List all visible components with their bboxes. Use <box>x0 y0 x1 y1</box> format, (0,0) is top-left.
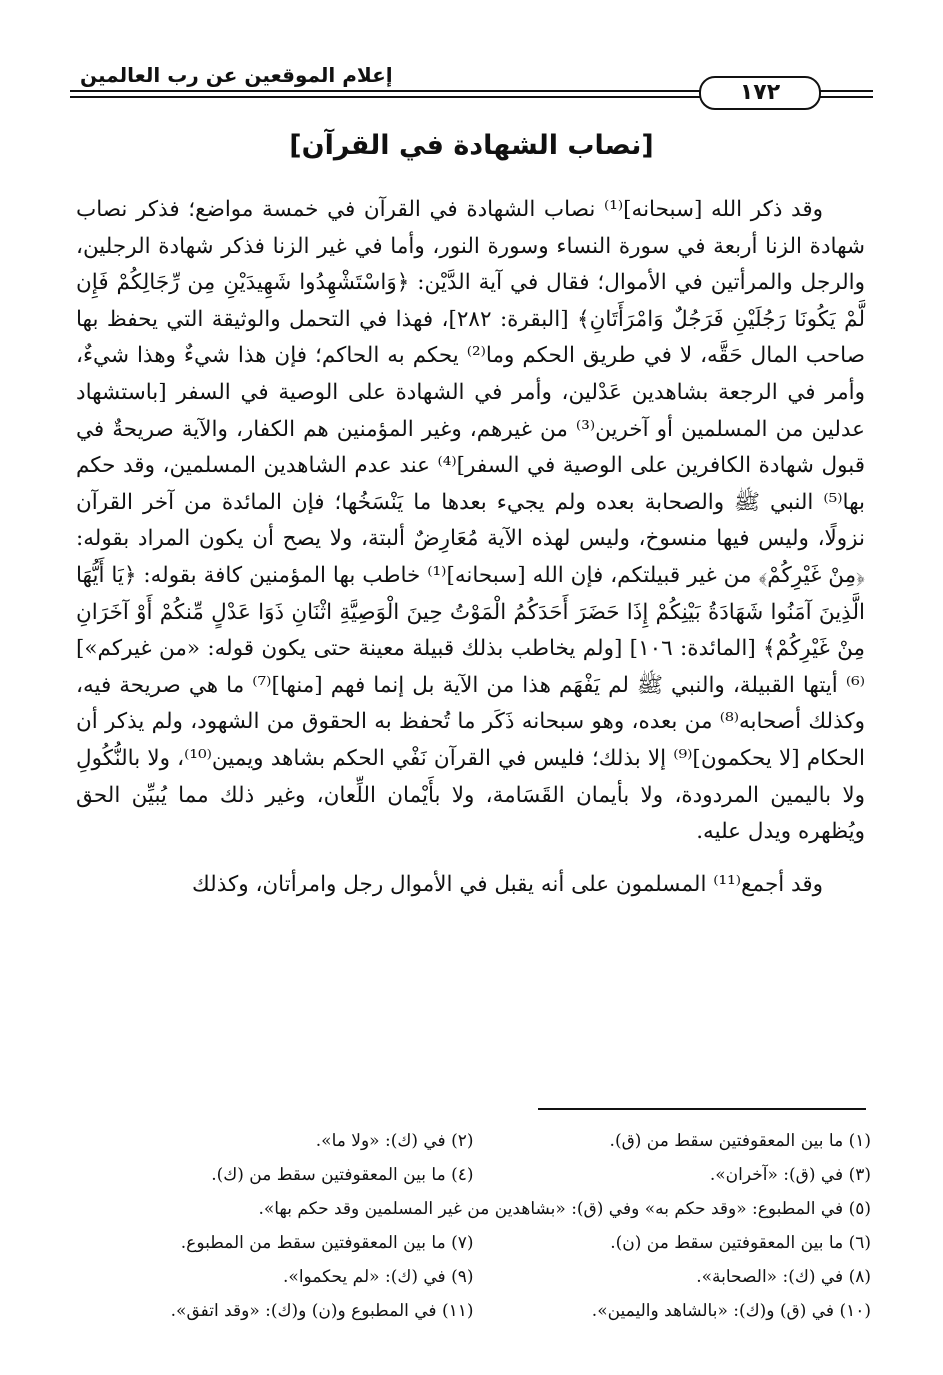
footnote-separator <box>538 1108 866 1110</box>
footnote-row <box>76 1294 871 1328</box>
footnote-7: (٧) ما بين المعقوفتين سقط من المطبوع. <box>180 1233 474 1253</box>
footnote-8: (٨) في (ك): «الصحابة». <box>696 1267 871 1287</box>
footnote-2: (٢) في (ك): «ولا ما». <box>315 1131 474 1151</box>
footnote-1: (١) ما بين المعقوفتين سقط من (ق). <box>609 1131 871 1151</box>
footnote-5: (٥) في المطبوع: «وقد حكم به» وفي (ق): «بشاهدين من غير المسلمين وقد حكم بها». <box>258 1199 871 1219</box>
footnote-6: (٦) ما بين المعقوفتين سقط من (ن). <box>610 1233 871 1253</box>
footnote-row <box>76 1192 871 1226</box>
paragraph: وقد ذكر الله [سبحانه]⁽¹⁾ نصاب الشهادة في القرآن في خمسة مواضع؛ فذكر نصاب شهادة الزنا أربعة في سورة النساء وسورة النور، وأما في غير الزنا فذكر شهادة الرجلين، والرجل والمرأتين في الأموال؛ فقال في آية الدَّيْن: ﴿وَاسْتَشْهِدُوا شَهِيدَيْنِ مِن رِّجَالِكُمْ فَإِن لَّمْ يَكُونَا رَجُلَيْنِ فَرَجُلٌ وَامْرَأَتَانِ﴾ [البقرة: ٢٨٢]، فهذا في التحمل والوثيقة التي يحفظ بها صاحب المال حَقَّه، لا في طريق الحكم وما⁽²⁾ يحكم به الحاكم؛ فإن هذا شيءٌ وهذا شيءٌ، وأمر في الرجعة بشاهدين عَدْلين، وأمر في الشهادة على الوصية في السفر [باستشهاد عدلين من المسلمين أو آخرين⁽³⁾ من غيرهم، وغير المؤمنين هم الكفار، والآية صريحةٌ في قبول شهادة الكافرين على الوصية في السفر]⁽⁴⁾ عند عدم الشاهدين المسلمين، وقد حكم بها⁽⁵⁾ النبي ﷺ والصحابة بعده ولم يجيء بعدها ما يَنْسَخُها؛ فإن المائدة من آخر القرآن نزولًا، وليس فيها منسوخ، وليس لهذه الآية مُعَارِضٌ ألبتة، ولا يصح أن يكون المراد بقوله: ﴿مِنْ غَيْرِكُمْ﴾ من غير قبيلتكم، فإن الله [سبحانه]⁽¹⁾ خاطب بها المؤمنين كافة بقوله: ﴿يَا أَيُّهَا الَّذِينَ آمَنُوا شَهَادَةُ بَيْنِكُمْ إِذَا حَضَرَ أَحَدَكُمُ الْمَوْتُ حِينَ الْوَصِيَّةِ اثْنَانِ ذَوَا عَدْلٍ مِّنكُمْ أَوْ آخَرَانِ مِنْ غَيْرِكُمْ﴾ [المائدة: ١٠٦] [ولم يخاطب بذلك قبيلة معينة حتى يكون قوله: «من غيركم»]⁽⁶⁾ أيتها القبيلة، والنبي ﷺ لم يَفْهَم هذا من الآية بل إنما فهم [منها]⁽⁷⁾ ما هي صريحة فيه، وكذلك أصحابه⁽⁸⁾ من بعده، وهو سبحانه ذَكَر ما تُحفظ به الحقوق من الشهود، ولم يذكر أن الحكام [لا يحكمون]⁽⁹⁾ إلا بذلك؛ فليس في القرآن نَفْي الحكم بشاهد ويمين⁽¹⁰⁾، ولا بالنُّكُولِ ولا باليمين المردودة، ولا بأيمان القَسَامة، ولا بأَيْمان اللِّعان، وغير ذلك مما يُبيِّن الحق ويُظهره ويدل عليه. <box>76 197 866 845</box>
footnote-row <box>76 1124 871 1158</box>
footnote-9: (٩) في (ك): «لم يحكموا». <box>283 1267 474 1287</box>
page-header <box>70 55 873 110</box>
paragraph: وقد أجمع⁽¹¹⁾ المسلمون على أنه يقبل في الأموال رجل وامرأتان، وكذلك <box>192 871 823 897</box>
page-number: ١٧٢ <box>699 76 821 110</box>
footnotes <box>76 1124 871 1328</box>
book-title: إعلام الموقعين عن رب العالمين <box>80 63 393 87</box>
footnote-row <box>76 1260 871 1294</box>
footnote-3: (٣) في (ق): «آخران». <box>709 1165 871 1185</box>
footnote-row <box>76 1158 871 1192</box>
section-heading: [نصاب الشهادة في القرآن] <box>289 130 654 161</box>
footnote-row <box>76 1226 871 1260</box>
footnote-10: (١٠) في (ق) و(ك): «بالشاهد واليمين». <box>591 1301 871 1321</box>
main-text <box>76 192 865 903</box>
footnote-4: (٤) ما بين المعقوفتين سقط من (ك). <box>211 1165 474 1185</box>
footnote-11: (١١) في المطبوع و(ن) و(ك): «وقد اتفق». <box>170 1301 474 1321</box>
